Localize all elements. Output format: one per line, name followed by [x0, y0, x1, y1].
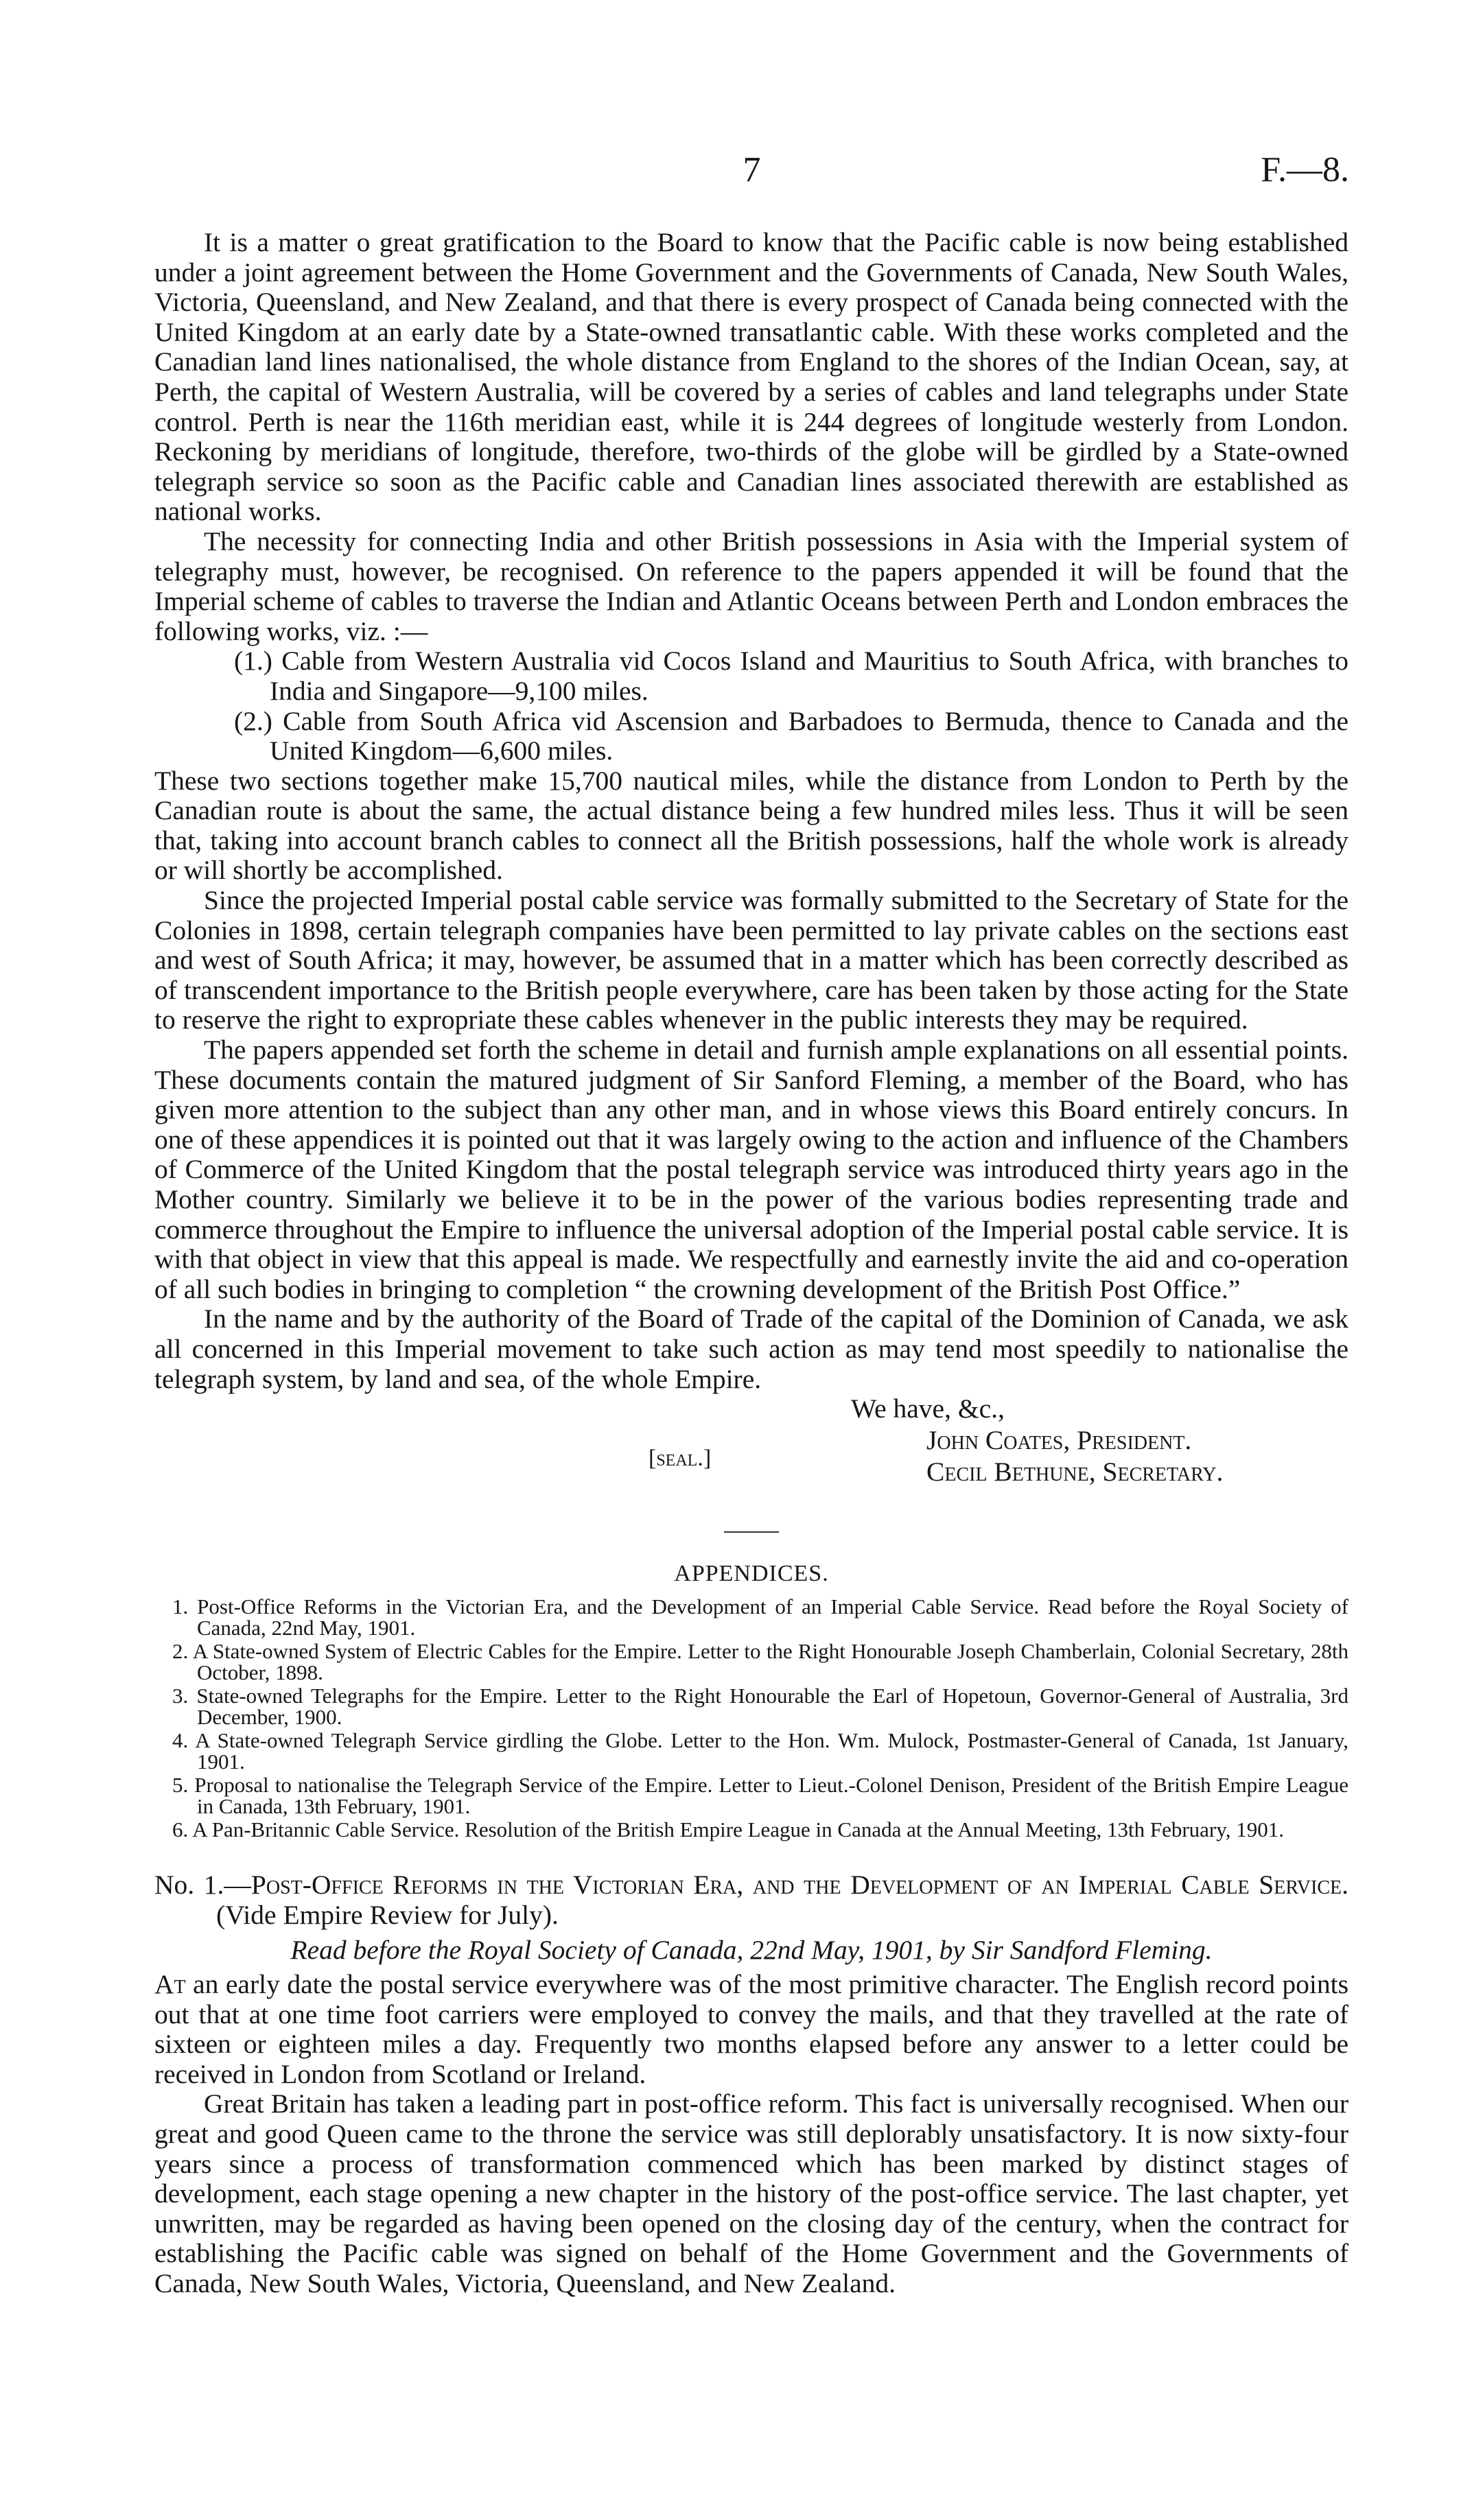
appendix-item: 2. A State-owned System of Electric Cables for the Empire. Letter to the Right Honourable Joseph Chamberlain, Colonial Secretary, 28th October, 1898. — [172, 1638, 1348, 1685]
section-heading — [154, 1870, 1348, 1930]
document-body — [154, 228, 1348, 2299]
paragraph-text: an early date the postal service everywhere was of the most primitive character. The English record points out that at one time foot carriers were employed to convey the mails, and that they travelled at the rate of sixteen or eighteen miles a day. Frequently two months elapsed before any answer to a letter could be received in London from Scotland or Ireland. — [154, 1969, 1348, 2089]
president-signature: John Coates, President. — [926, 1425, 1192, 1456]
page-number: 7 — [743, 150, 761, 189]
divider — [724, 1531, 779, 1533]
paragraph: The necessity for connecting India and other British possessions in Asia with the Imperial system of telegraphy must, however, be recognised. On reference to the papers appended it will be found that the Imperial scheme of cables to traverse the Indian and Atlantic Oceans between Perth and London embraces the following works, viz. :— — [154, 526, 1348, 646]
signature-block — [154, 1394, 1348, 1524]
section-vide: (Vide Empire Review for July). — [216, 1899, 559, 1930]
page-header — [154, 150, 1349, 198]
seal-mark: [seal.] — [649, 1446, 712, 1472]
appendices-title: APPENDICES. — [674, 1561, 829, 1587]
read-before-line: Read before the Royal Society of Canada, 22nd May, 1901, by Sir Sandford Fleming. — [290, 1935, 1213, 1966]
appendix-item: 5. Proposal to nationalise the Telegraph Service of the Empire. Letter to Lieut.-Colonel Denison, President of the British Empire League in Canada, 13th February, 1901. — [172, 1772, 1348, 1819]
paragraph: It is a matter o great gratification to the Board to know that the Pacific cable is now being established under a joint agreement between the Home Government and the Governments of Canada, New South Wales, Victoria, Queensland, and New Zealand, and that there is every prospect of Canada being connected with the United Kingdom at an early date by a State-owned transatlantic cable. With these works completed and the Canadian land lines nationalised, the whole distance from England to the shores of the Indian Ocean, say, at Perth, the capital of Western Australia, will be covered by a series of cables and land telegraphs under State control. Perth is near the 116th meridian east, while it is 244 degrees of longitude westerly from London. Reckoning by meridians of longitude, therefore, two-thirds of the globe will be girdled by a State-owned telegraph service so soon as the Pacific cable and Canadian lines associated therewith are established as national works. — [154, 227, 1348, 527]
paragraph: These two sections together make 15,700 nautical miles, while the distance from London to Perth by the Canadian route is about the same, the actual distance being a few hundred miles less. Thus it will be seen that, taking into account branch cables to connect all the British possessions, half the whole work is already or will shortly be accomplished. — [154, 765, 1348, 886]
paragraph: Great Britain has taken a leading part in post-office reform. This fact is universally recognised. When our great and good Queen came to the throne the service was still deplorably unsatisfactory. It is now sixty-four years since a process of transformation commenced which has been marked by distinct stages of development, each stage opening a new chapter in the history of the post-office service. The last chapter, yet unwritten, may be regarded as having been opened on the closing day of the century, when the contract for establishing the Pacific cable was signed on behalf of the Home Government and the Governments of Canada, New South Wales, Victoria, Queensland, and New Zealand. — [154, 2088, 1348, 2298]
dropcap: At — [154, 1969, 186, 2000]
closing-line: We have, &c., — [851, 1393, 1005, 1424]
paragraph: The papers appended set forth the scheme in detail and furnish ample explanations on all essential points. These documents contain the matured judgment of Sir Sanford Fleming, a member of the Board, who has given more attention to the subject than any other man, and in whose views this Board entirely concurs. In one of these appendices it is pointed out that it was largely owing to the action and influence of the Chambers of Commerce of the United Kingdom that the postal telegraph service was introduced thirty years ago in the Mother country. Similarly we believe it to be in the power of the various bodies representing trade and commerce throughout the Empire to influence the universal adoption of the Imperial postal cable service. It is with that object in view that this appeal is made. We respectfully and earnestly invite the aid and co-operation of all such bodies in bringing to completion “ the crowning development of the British Post Office.” — [154, 1035, 1348, 1304]
secretary-signature: Cecil Bethune, Secretary. — [926, 1457, 1224, 1487]
appendix-item: 3. State-owned Telegraphs for the Empire. Letter to the Right Honourable the Earl of Hopetoun, Governor-General of Australia, 3rd December, 1900. — [172, 1683, 1348, 1730]
list-item: (1.) Cable from Western Australia vid Cocos Island and Mauritius to South Africa, with branches to India and Singapore—9,100 miles. — [234, 646, 1348, 706]
paragraph: In the name and by the authority of the Board of Trade of the capital of the Dominion of Canada, we ask all concerned in this Imperial movement to take such action as may tend most speedily to nationalise the telegraph system, by land and sea, of the whole Empire. — [154, 1304, 1348, 1394]
appendix-item: 4. A State-owned Telegraph Service girdling the Globe. Letter to the Hon. Wm. Mulock, Postmaster-General of Canada, 1st January, 1901. — [172, 1728, 1348, 1774]
appendix-item: 1. Post-Office Reforms in the Victorian Era, and the Development of an Imperial Cable Service. Read before the Royal Society of Canada, 22nd May, 1901. — [172, 1594, 1348, 1640]
section-title: Post-Office Reforms in the Victorian Era, and the Development of an Imperial Cable Service. — [250, 1870, 1349, 1900]
section-number: No. 1.— — [154, 1870, 251, 1900]
paragraph: Since the projected Imperial postal cable service was formally submitted to the Secretary of State for the Colonies in 1898, certain telegraph companies have been permitted to lay private cables on the sections east and west of South Africa; it may, however, be assumed that in a matter which has been correctly described as of transcendent importance to the British people everywhere, care has been taken by those acting for the State to reserve the right to expropriate these cables whenever in the public interests they may be required. — [154, 885, 1348, 1035]
list-item: (2.) Cable from South Africa vid Ascension and Barbadoes to Bermuda, thence to Canada and the United Kingdom—6,600 miles. — [234, 705, 1348, 766]
appendix-item: 6. A Pan-Britannic Cable Service. Resolution of the British Empire League in Canada at the Annual Meeting, 13th February, 1901. — [172, 1817, 1284, 1841]
document-reference: F.—8. — [1261, 150, 1349, 189]
paragraph — [154, 1970, 1348, 2089]
appendices-list — [154, 1596, 1348, 1841]
